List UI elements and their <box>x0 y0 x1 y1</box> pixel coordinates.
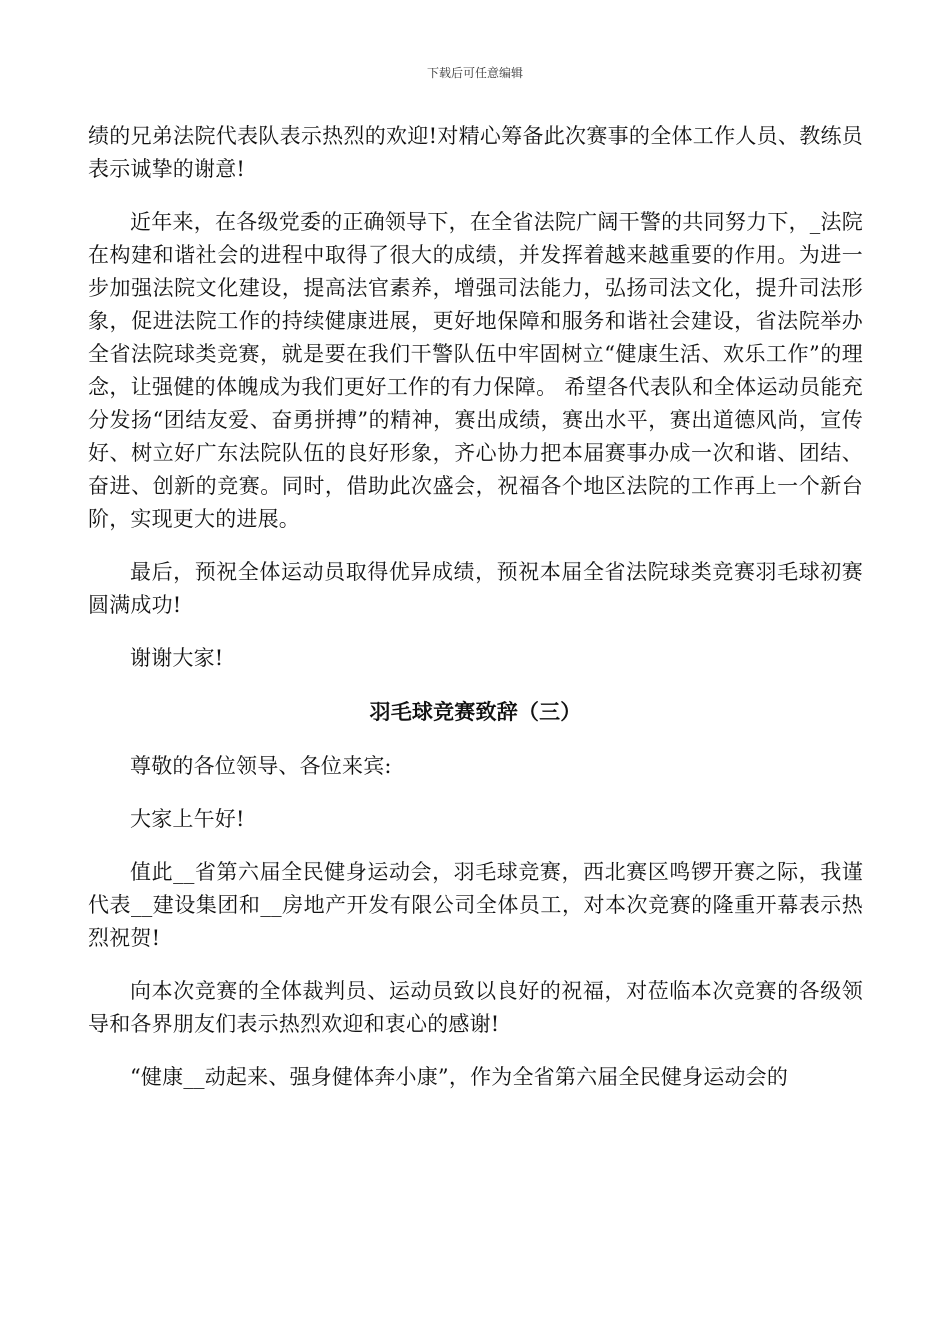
paragraph-1: 绩的兄弟法院代表队表示热烈的欢迎!对精心筹备此次赛事的全体工作人员、教练员表示诚挚的谢意! <box>88 124 863 181</box>
paragraph-8: 向本次竞赛的全体裁判员、运动员致以良好的祝福，对莅临本次竞赛的各级领导和各界朋友们表示热烈欢迎和衷心的感谢! <box>88 979 863 1036</box>
document-body <box>88 120 863 1114</box>
section-title: 羽毛球竞赛致辞（三） <box>369 699 582 724</box>
page-header-note: 下载后可任意编辑 <box>426 66 523 80</box>
paragraph-9: “健康__动起来、强身健体奔小康”，作为全省第六届全民健身运动会的 <box>130 1065 789 1089</box>
paragraph-2: 近年来，在各级党委的正确领导下，在全省法院广阔干警的共同努力下，_法院在构建和谐社会的进程中取得了很大的成绩，并发挥着越来越重要的作用。为进一步加强法院文化建设，提高法官素养，增强司法能力，弘扬司法文化，提升司法形象，促进法院工作的持续健康进展，更好地保障和服务和谐社会建设，省法院举办全省法院球类竞赛，就是要在我们干警队伍中牢固树立“健康生活、欢乐工作”的理念，让强健的体魄成为我们更好工作的有力保障。 希望各代表队和全体运动员能充分发扬“团结友爱、奋勇拼搏”的精神，赛出成绩，赛出水平，赛出道德风尚，宣传好、树立好广东法院队伍的良好形象，齐心协力把本届赛事办成一次和谐、团结、奋进、创新的竞赛。同时，借助此次盛会，祝福各个地区法院的工作再上一个新台阶，实现更大的进展。 <box>88 210 863 531</box>
paragraph-3: 最后，预祝全体运动员取得优异成绩，预祝本届全省法院球类竞赛羽毛球初赛圆满成功! <box>88 560 863 617</box>
paragraph-6: 大家上午好! <box>130 807 245 831</box>
paragraph-7: 值此__省第六届全民健身运动会，羽毛球竞赛，西北赛区鸣锣开赛之际，我谨代表__建设集团和__房地产开发有限公司全体员工，对本次竞赛的隆重开幕表示热烈祝贺! <box>88 860 863 950</box>
paragraph-4: 谢谢大家! <box>130 646 224 670</box>
paragraph-5: 尊敬的各位领导、各位来宾: <box>130 754 392 778</box>
